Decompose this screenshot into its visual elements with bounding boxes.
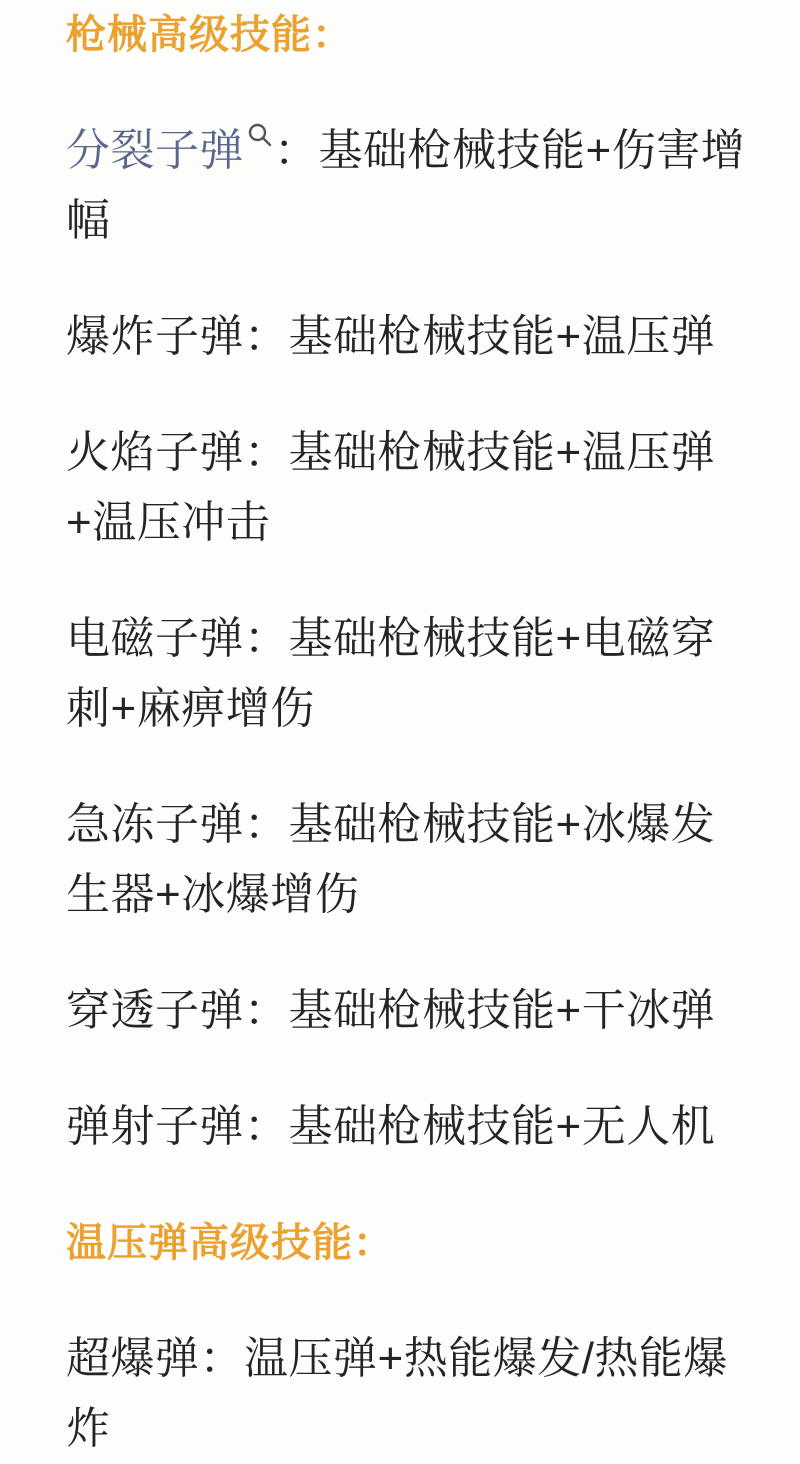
colon: ： [244, 614, 289, 663]
skill-entry [66, 790, 750, 930]
skill-name: 弹射子弹 [66, 1102, 244, 1151]
skill-entry [66, 1324, 750, 1464]
section-heading-gun-skills: 枪械高级技能： [66, 13, 353, 57]
skill-name: 急冻子弹 [66, 800, 244, 849]
skill-recipe: 基础枪械技能+电磁穿刺+麻痹增伤 [66, 614, 716, 733]
skill-recipe: 温压弹+热能爆发/热能爆炸 [66, 1334, 728, 1453]
skill-name: 爆炸子弹 [66, 312, 244, 361]
skill-recipe: 基础枪械技能+温压弹+温压冲击 [66, 428, 716, 547]
skill-recipe: 基础枪械技能+干冰弹 [288, 986, 716, 1035]
section-heading-thermobaric-skills: 温压弹高级技能： [66, 1221, 394, 1265]
skill-entry [66, 116, 750, 256]
colon: ： [244, 428, 289, 477]
colon: ： [244, 800, 289, 849]
colon: ： [244, 1102, 289, 1151]
skill-name: 电磁子弹 [66, 614, 244, 663]
skill-name: 火焰子弹 [66, 428, 244, 477]
colon: ： [244, 986, 289, 1035]
colon: ： [244, 312, 289, 361]
skill-name: 穿透子弹 [66, 986, 244, 1035]
skill-recipe: 基础枪械技能+伤害增幅 [66, 126, 746, 245]
search-icon[interactable] [246, 121, 274, 149]
skill-name: 超爆弹 [66, 1334, 200, 1383]
skill-recipe: 基础枪械技能+冰爆发生器+冰爆增伤 [66, 800, 716, 919]
colon: ： [199, 1334, 244, 1383]
skill-name-link[interactable]: 分裂子弹 [66, 126, 244, 175]
skill-entry [66, 976, 750, 1046]
skill-entry [66, 302, 750, 372]
skill-recipe: 基础枪械技能+无人机 [288, 1102, 716, 1151]
skill-entry [66, 604, 750, 744]
skill-entry [66, 418, 750, 558]
colon: ： [274, 126, 319, 175]
skill-recipe: 基础枪械技能+温压弹 [288, 312, 716, 361]
skill-entry [66, 1092, 750, 1162]
